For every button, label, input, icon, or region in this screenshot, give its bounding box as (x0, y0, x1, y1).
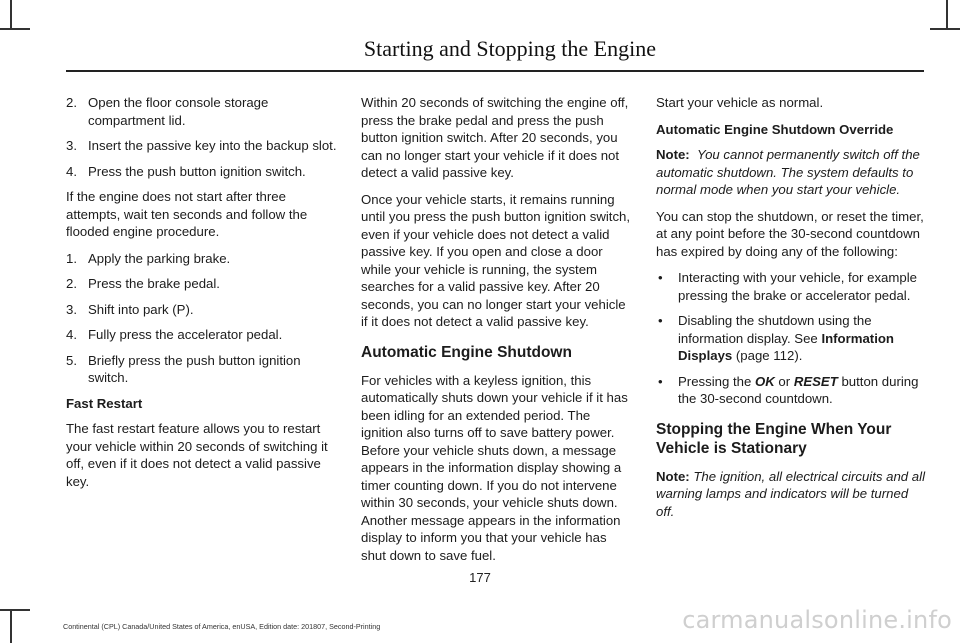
page-number: 177 (469, 570, 491, 585)
list-item: 4. Press the push button ignition switch. (66, 163, 306, 179)
page-title: Starting and Stopping the Engine (363, 36, 656, 61)
list-item: 3. Shift into park (P). (66, 301, 194, 317)
list-item: 5. Briefly press the push button ignition switch. (66, 352, 301, 385)
list-item: 1. Apply the parking brake. (66, 250, 231, 266)
paragraph: You can stop the shutdown, or reset the timer, at any point before the 30-second countdown has expired by doing any of the following: (656, 208, 924, 259)
list-item: • Interacting with your vehicle, for example pressing the brake or accelerator pedal. (658, 270, 917, 303)
section-heading-automatic-engine-shutdown: Automatic Engine Shutdown (361, 343, 572, 361)
column-3 (656, 94, 926, 529)
list-item: • Pressing the OK or RESET button during the 30-second countdown. (658, 373, 919, 406)
list-item: 4. Fully press the accelerator pedal. (66, 327, 283, 342)
paragraph: Start your vehicle as normal. (656, 95, 824, 110)
section-heading-fast-restart: Fast Restart (66, 395, 143, 411)
note: Note: The ignition, all electrical circuits and all warning lamps and indicators will be turned off. (656, 468, 925, 519)
watermark: carmanualsonline.info (682, 606, 952, 634)
crop-mark-bottom-left-h (0, 609, 30, 611)
paragraph: The fast restart feature allows you to restart your vehicle within 20 seconds of switching it off, even if it does not detect a valid passive key. (66, 421, 328, 489)
cross-reference-link[interactable]: Information Displays (678, 330, 894, 363)
column-2 (361, 94, 631, 573)
crop-mark-top-right-v (946, 0, 948, 30)
list-item: 2. Press the brake pedal. (66, 276, 220, 291)
crop-mark-top-left-h (0, 28, 30, 30)
paragraph: If the engine does not start after three attempts, wait ten seconds and follow the flooded engine procedure. (66, 189, 308, 239)
paragraph: Within 20 seconds of switching the engine off, press the brake pedal and press the push button ignition switch. After 20 seconds, you can no longer start your vehicle if it does not detect a valid passive key. (361, 95, 629, 180)
section-heading-stopping-engine: Stopping the Engine When Your Vehicle is Stationary (656, 420, 892, 457)
edition-footer: Continental (CPL) Canada/United States of America, enUSA, Edition date: 201807, Second-Printing (63, 622, 381, 631)
list-item: 2. Open the floor console storage compartment lid. (66, 95, 269, 128)
crop-mark-top-right-h (930, 28, 960, 30)
paragraph: For vehicles with a keyless ignition, this automatically shuts down your vehicle if it has been idling for an extended period. The ignition also turns off to save battery power. Before your vehicle shuts down, a message appears in the information display showing a timer counting down. If you do not intervene within 30 seconds, your vehicle shuts down. Another message appears in the information display to inform you that your vehicle has shut down to save fuel. (361, 372, 628, 563)
paragraph: Once your vehicle starts, it remains running until you press the push button ignition switch, even if your vehicle does not detect a valid passive key. If you open and close a door while your vehicle is running, the system searches for a valid passive key. After 20 seconds, you can no longer start your vehicle if it does not detect a valid passive key. (361, 191, 631, 329)
section-heading-shutdown-override: Automatic Engine Shutdown Override (656, 121, 894, 137)
crop-mark-top-left-v (10, 0, 12, 30)
crop-mark-bottom-left-v (10, 609, 12, 643)
list-item: • Disabling the shutdown using the information display. See Information Displays (page 112). (658, 313, 894, 363)
note: Note: You cannot permanently switch off the automatic shutdown. The system defaults to normal mode when you start your vehicle. (656, 147, 920, 197)
list-item: 3. Insert the passive key into the backup slot. (66, 138, 337, 153)
header-rule (66, 70, 924, 72)
column-1 (66, 94, 343, 499)
